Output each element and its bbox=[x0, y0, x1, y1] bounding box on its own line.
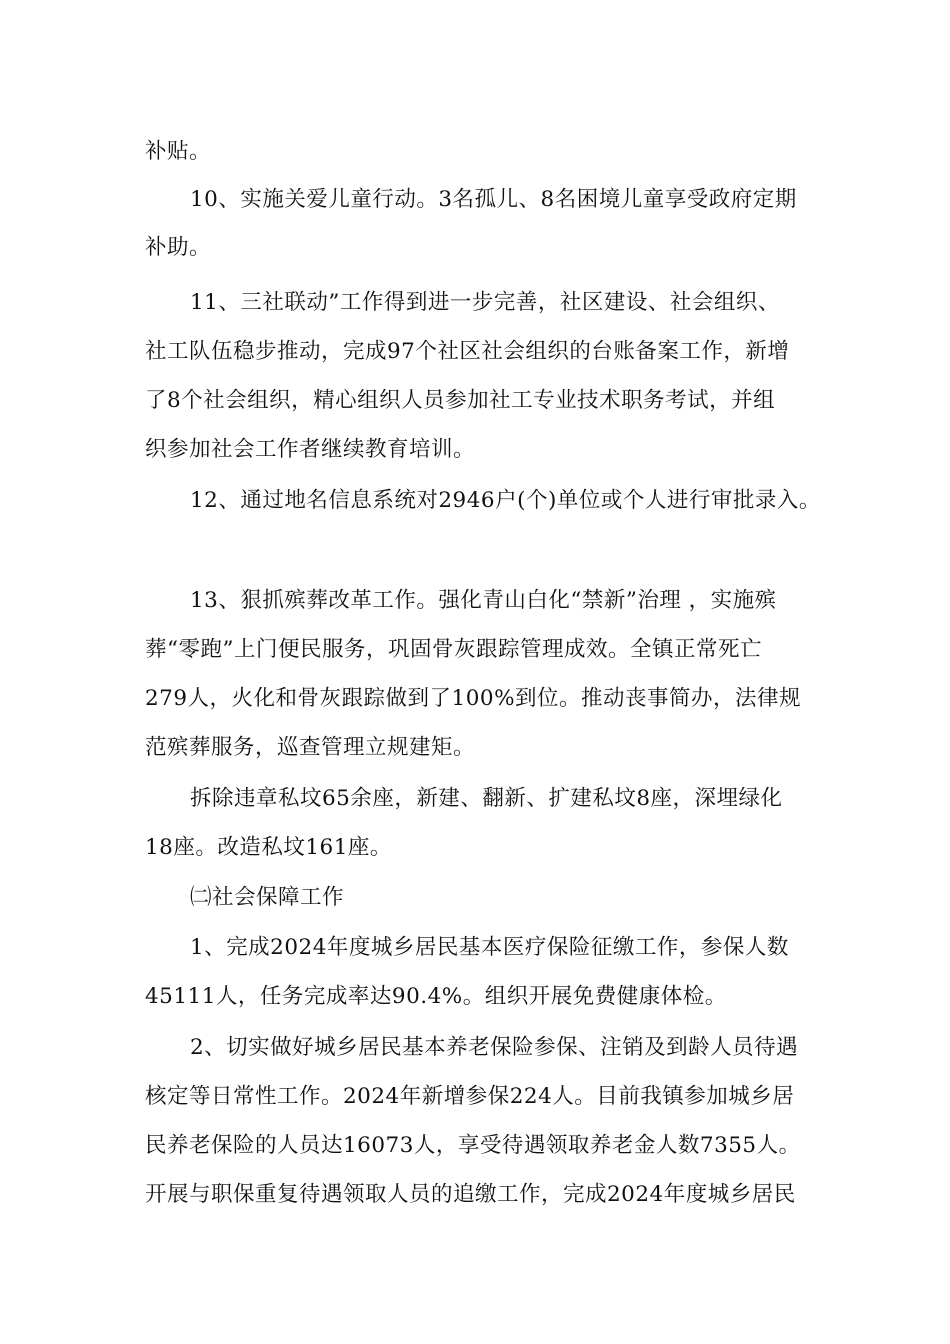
text-line: 补贴。 bbox=[145, 139, 212, 164]
text-line: 补助。 bbox=[145, 235, 212, 260]
text-line: 13、狠抓殡葬改革工作。强化青山白化“禁新”治理 ，实施殡 bbox=[190, 588, 777, 613]
text-line: 2、切实做好城乡居民基本养老保险参保、注销及到龄人员待遇 bbox=[190, 1035, 799, 1060]
text-line: 了8个社会组织，精心组织人员参加社工专业技术职务考试，并组 bbox=[145, 388, 776, 413]
text-line: 45111人，任务完成率达90.4%。组织开展免费健康体检。 bbox=[145, 984, 727, 1009]
text-line: 范殡葬服务，巡查管理立规建矩。 bbox=[145, 735, 476, 760]
text-line: 1、完成2024年度城乡居民基本医疗保险征缴工作，参保人数 bbox=[190, 935, 789, 960]
text-line: 拆除违章私坟65余座，新建、翻新、扩建私坟8座，深埋绿化 bbox=[190, 786, 783, 811]
text-line: 11、三社联动”工作得到进一步完善，社区建设、社会组织、 bbox=[190, 290, 780, 315]
section-heading: ㈡社会保障工作 bbox=[190, 885, 345, 910]
text-line: 18座。改造私坟161座。 bbox=[145, 835, 392, 860]
text-line: 社工队伍稳步推动，完成97个社区社会组织的台账备案工作，新增 bbox=[145, 339, 790, 364]
text-line: 12、通过地名信息系统对2946户(个)单位或个人进行审批录入。 bbox=[190, 488, 821, 513]
text-line: 开展与职保重复待遇领取人员的追缴工作，完成2024年度城乡居民 bbox=[145, 1182, 796, 1207]
text-line: 核定等日常性工作。2024年新增参保224人。目前我镇参加城乡居 bbox=[145, 1084, 795, 1109]
text-line: 民养老保险的人员达16073人，享受待遇领取养老金人数7355人。 bbox=[145, 1133, 801, 1158]
text-line: 织参加社会工作者继续教育培训。 bbox=[145, 437, 476, 462]
text-line: 葬“零跑”上门便民服务，巩固骨灰跟踪管理成效。全镇正常死亡 bbox=[145, 637, 762, 662]
text-line: 279人，火化和骨灰跟踪做到了100%到位。推动丧事简办，法律规 bbox=[145, 686, 802, 711]
text-line: 10、实施关爱儿童行动。3名孤儿、8名困境儿童享受政府定期 bbox=[190, 187, 797, 212]
